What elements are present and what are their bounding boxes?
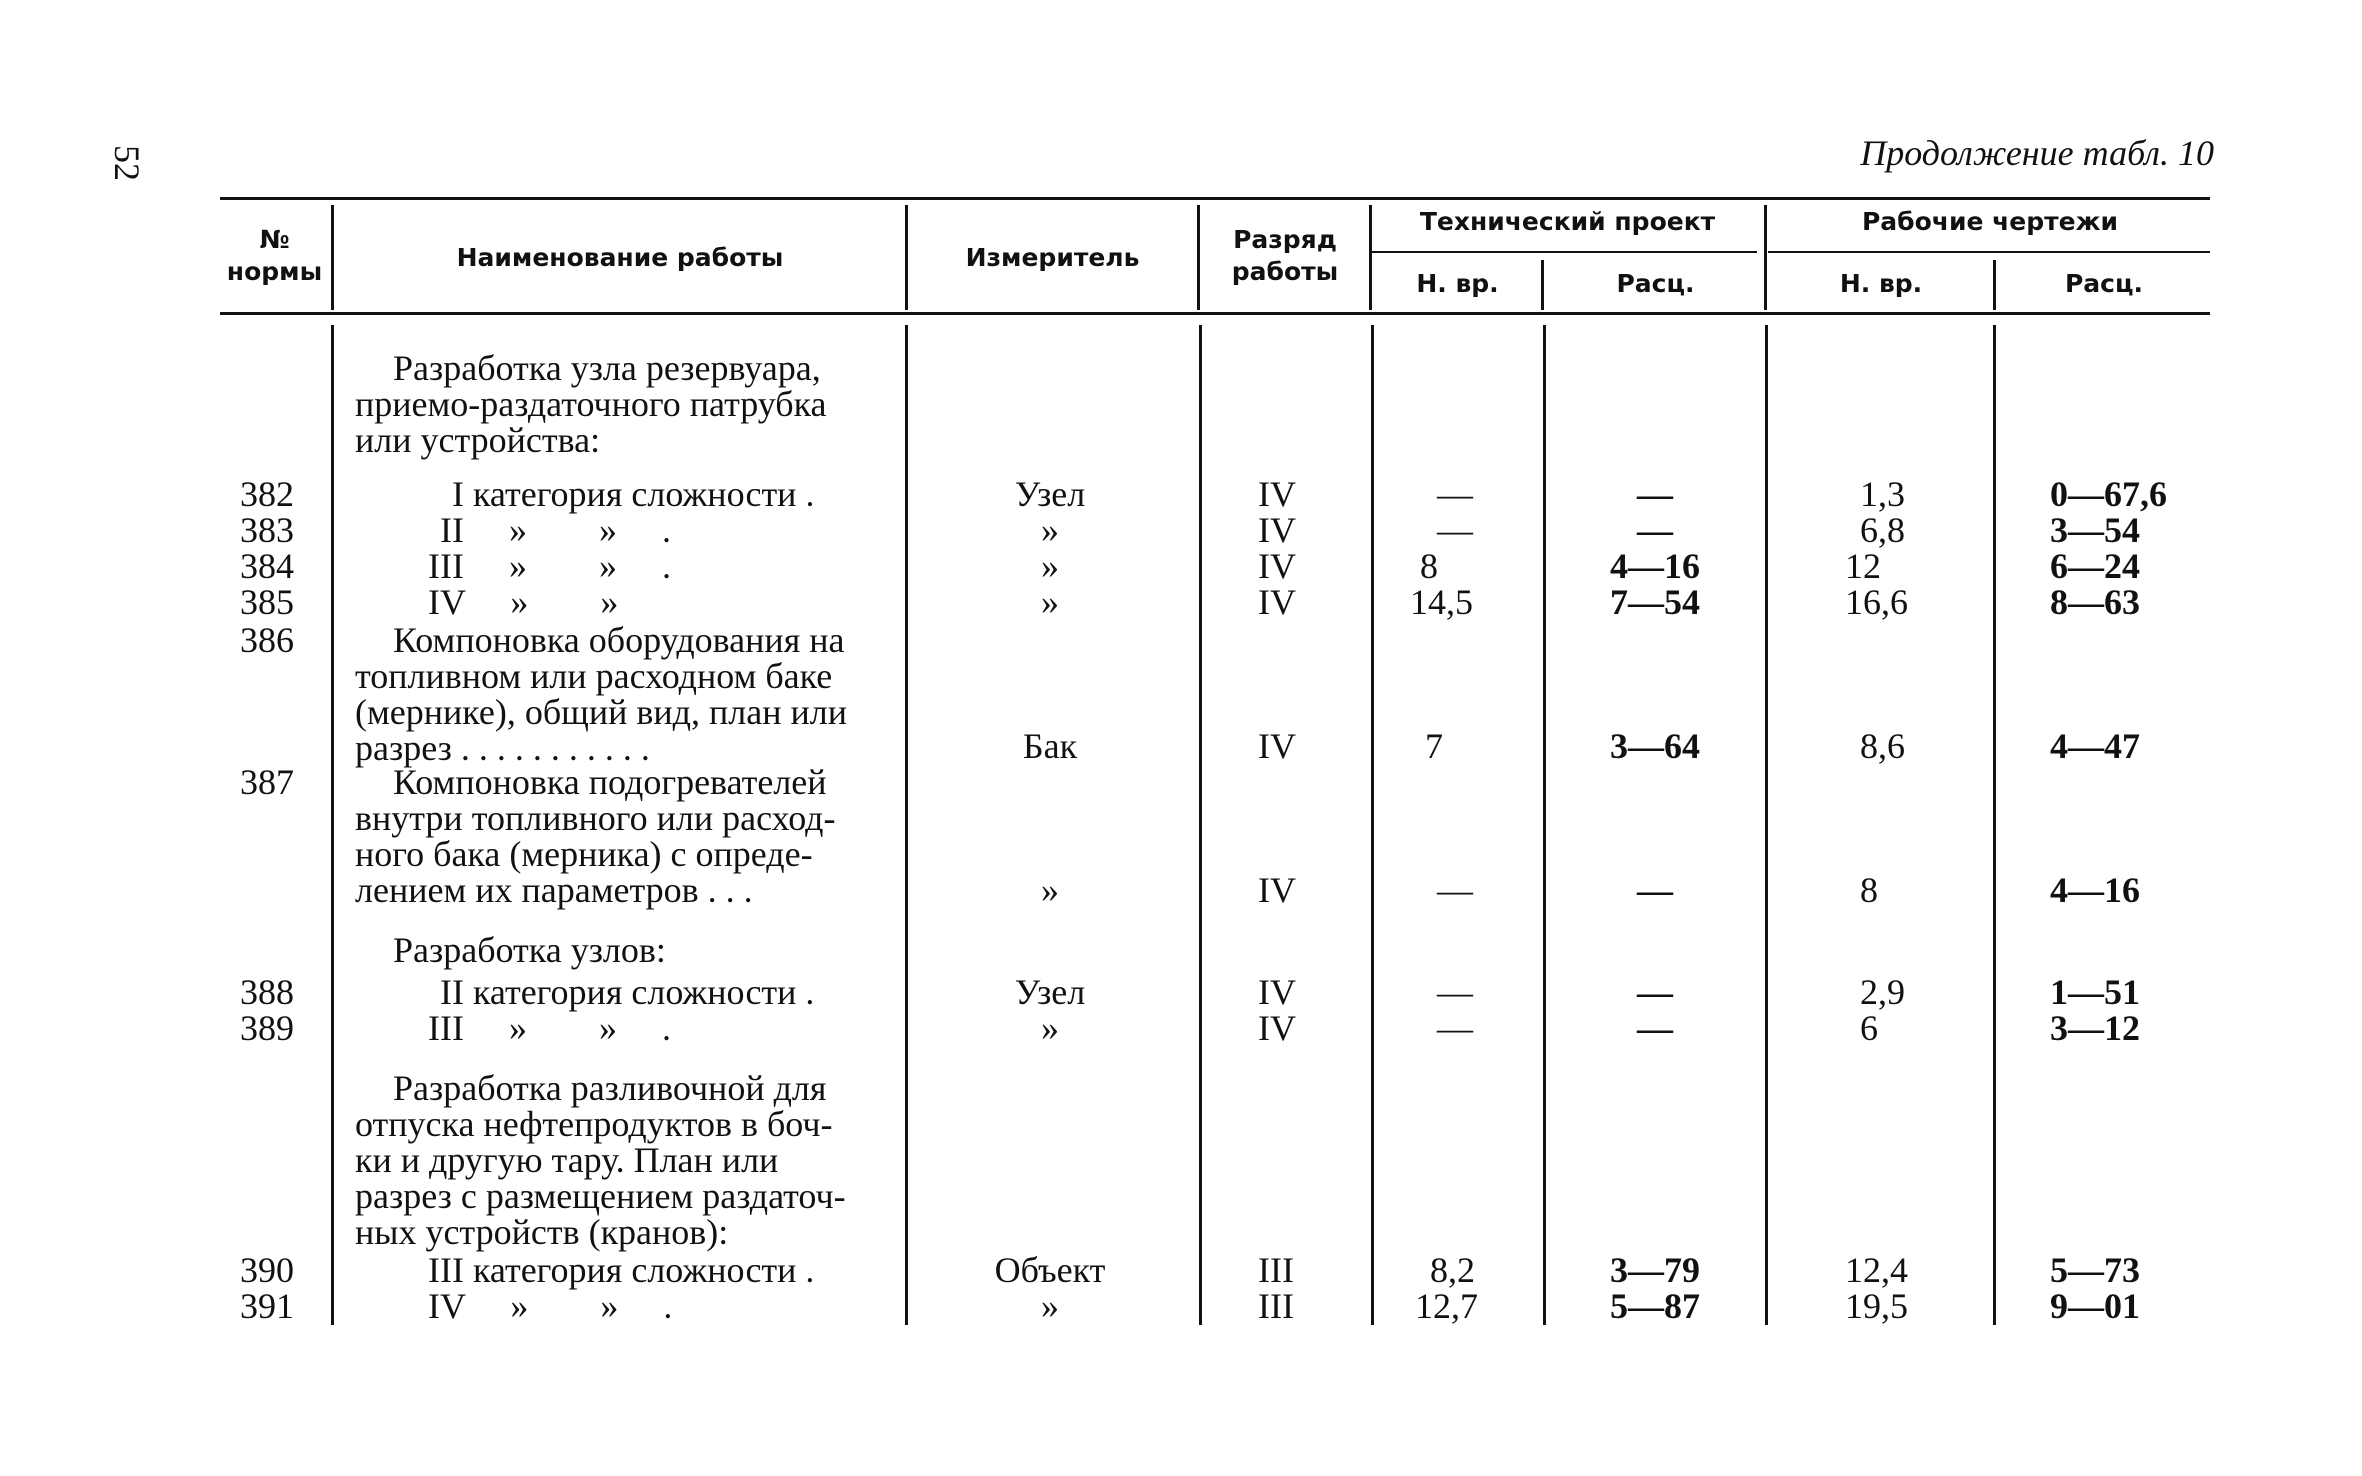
row-wd-time: 1,3 [1860,474,1905,514]
row-no: 387 [240,762,294,802]
row-meter: » [1041,582,1059,622]
description-block-2 [355,622,895,766]
row-tp-time: 8 [1420,546,1438,586]
header-work-drawings: Рабочие чертежи [1861,207,2119,236]
work-drawings-subrule [1768,251,2210,253]
description-block-3 [355,764,895,908]
row-tp-rate: 5—87 [1610,1286,1700,1326]
row-tp-time: — [1437,510,1473,550]
description-line: Разработка разливочной для [393,1068,827,1108]
row-tp-rate: 3—64 [1610,726,1700,766]
row-wd-rate: 0—67,6 [2050,474,2167,514]
row-wd-rate: 4—47 [2050,726,2140,766]
body-divider [1543,325,1546,1325]
row-wd-rate: 6—24 [2050,546,2140,586]
description-line: Компоновка оборудования на [393,620,845,660]
row-tp-time: 7 [1425,726,1443,766]
row-name: IV » » [428,582,619,622]
row-wd-time: 8,6 [1860,726,1905,766]
row-no: 389 [240,1008,294,1048]
header-divider [1197,205,1200,310]
header-divider [1993,260,1996,310]
page-number: 52 [107,145,147,181]
row-no: 382 [240,474,294,514]
header-work-name: Наименование работы [456,243,784,272]
header-divider [905,205,908,310]
header-wd-time: Н. вр. [1839,269,1923,298]
row-wd-time: 19,5 [1845,1286,1908,1326]
row-no: 390 [240,1250,294,1290]
header-meter: Измеритель [965,243,1140,272]
row-no: 391 [240,1286,294,1326]
row-grade: IV [1258,510,1296,550]
row-wd-rate: 5—73 [2050,1250,2140,1290]
row-grade: IV [1258,726,1296,766]
body-divider [905,325,908,1325]
description-line: (мернике), общий вид, план или [355,692,847,732]
row-grade: IV [1258,1008,1296,1048]
table-caption: Продолжение табл. 10 [1860,133,2214,173]
row-tp-time: 8,2 [1430,1250,1475,1290]
header-wd-rate: Расц. [2064,269,2144,298]
row-no: 385 [240,582,294,622]
row-grade: IV [1258,474,1296,514]
row-name: II » » . [440,510,671,550]
description-line: разрез с размещением раздаточ- [355,1176,846,1216]
row-wd-time: 16,6 [1845,582,1908,622]
description-line: топливном или расходном баке [355,656,833,696]
row-meter: » [1041,510,1059,550]
row-name: II категория сложности . [440,972,815,1012]
description-line: Компоновка подогревателей [393,762,827,802]
header-divider [1369,205,1372,310]
row-wd-rate: 9—01 [2050,1286,2140,1326]
row-meter: Узел [1014,474,1086,514]
row-name: IV » » . [428,1286,673,1326]
table-top-rule [220,197,2210,200]
header-grade [1210,224,1360,288]
description-line: лением их параметров . . . [355,870,753,910]
row-wd-time: 8 [1860,870,1878,910]
row-meter: » [1041,870,1059,910]
description-line: ки и другую тару. План или [355,1140,779,1180]
row-grade: IV [1258,582,1296,622]
row-wd-time: 2,9 [1860,972,1905,1012]
row-meter: » [1041,546,1059,586]
row-grade: IV [1258,546,1296,586]
row-tp-rate: — [1637,870,1673,910]
header-norm-no-text: № нормы [226,225,323,286]
row-wd-time: 12,4 [1845,1250,1908,1290]
description-line: или устройства: [355,420,601,460]
row-name: III категория сложности . [428,1250,815,1290]
row-grade: III [1258,1250,1294,1290]
description-line: Разработка узлов: [393,930,666,970]
row-wd-rate: 1—51 [2050,972,2140,1012]
row-grade: IV [1258,870,1296,910]
table-header-rule [220,312,2210,315]
description-block-5 [355,1070,895,1250]
row-tp-rate: — [1637,474,1673,514]
body-divider [1199,325,1202,1325]
row-tp-rate: — [1637,510,1673,550]
tech-project-subrule [1372,251,1757,253]
description-block-4 [355,932,895,968]
body-divider [331,325,334,1325]
row-name: I категория сложности . [452,474,815,514]
row-wd-time: 12 [1845,546,1881,586]
row-tp-rate: — [1637,972,1673,1012]
row-wd-time: 6,8 [1860,510,1905,550]
row-name: III » » . [428,546,671,586]
row-meter: Узел [1014,972,1086,1012]
row-tp-time: — [1437,870,1473,910]
header-divider [1764,205,1767,310]
body-divider [1371,325,1374,1325]
row-grade: III [1258,1286,1294,1326]
row-tp-time: 14,5 [1410,582,1473,622]
header-tech-project: Технический проект [1419,207,1716,236]
description-line: внутри топливного или расход- [355,798,836,838]
row-wd-rate: 4—16 [2050,870,2140,910]
row-wd-rate: 3—12 [2050,1008,2140,1048]
row-tp-time: — [1437,972,1473,1012]
description-line: Разработка узла резервуара, [393,348,821,388]
description-block-1 [355,350,895,458]
row-name: III » » . [428,1008,671,1048]
header-divider [1541,260,1544,310]
row-wd-time: 6 [1860,1008,1878,1048]
row-meter: Объект [994,1250,1106,1290]
row-grade: IV [1258,972,1296,1012]
header-divider [331,205,334,310]
row-tp-time: — [1437,474,1473,514]
row-tp-time: — [1437,1008,1473,1048]
description-line: разрез . . . . . . . . . . . [355,728,650,768]
description-line: ного бака (мерника) с опреде- [355,834,813,874]
row-tp-rate: 7—54 [1610,582,1700,622]
description-line: отпуска нефтепродуктов в боч- [355,1104,833,1144]
body-divider [1993,325,1996,1325]
row-meter: » [1041,1286,1059,1326]
header-tp-time: Н. вр. [1416,269,1499,298]
row-tp-rate: — [1637,1008,1673,1048]
row-tp-rate: 3—79 [1610,1250,1700,1290]
row-no: 388 [240,972,294,1012]
row-tp-time: 12,7 [1415,1286,1478,1326]
description-line: приемо-раздаточного патрубка [355,384,827,424]
header-grade-text: Разряд работы [1231,225,1339,286]
row-wd-rate: 8—63 [2050,582,2140,622]
row-meter: » [1041,1008,1059,1048]
description-line: ных устройств (кранов): [355,1212,729,1252]
header-norm-no [222,224,327,288]
body-divider [1765,325,1768,1325]
header-tp-rate: Расц. [1616,269,1695,298]
row-tp-rate: 4—16 [1610,546,1700,586]
row-no: 383 [240,510,294,550]
row-no: 386 [240,620,294,660]
row-no: 384 [240,546,294,586]
row-wd-rate: 3—54 [2050,510,2140,550]
row-meter: Бак [1022,726,1078,766]
